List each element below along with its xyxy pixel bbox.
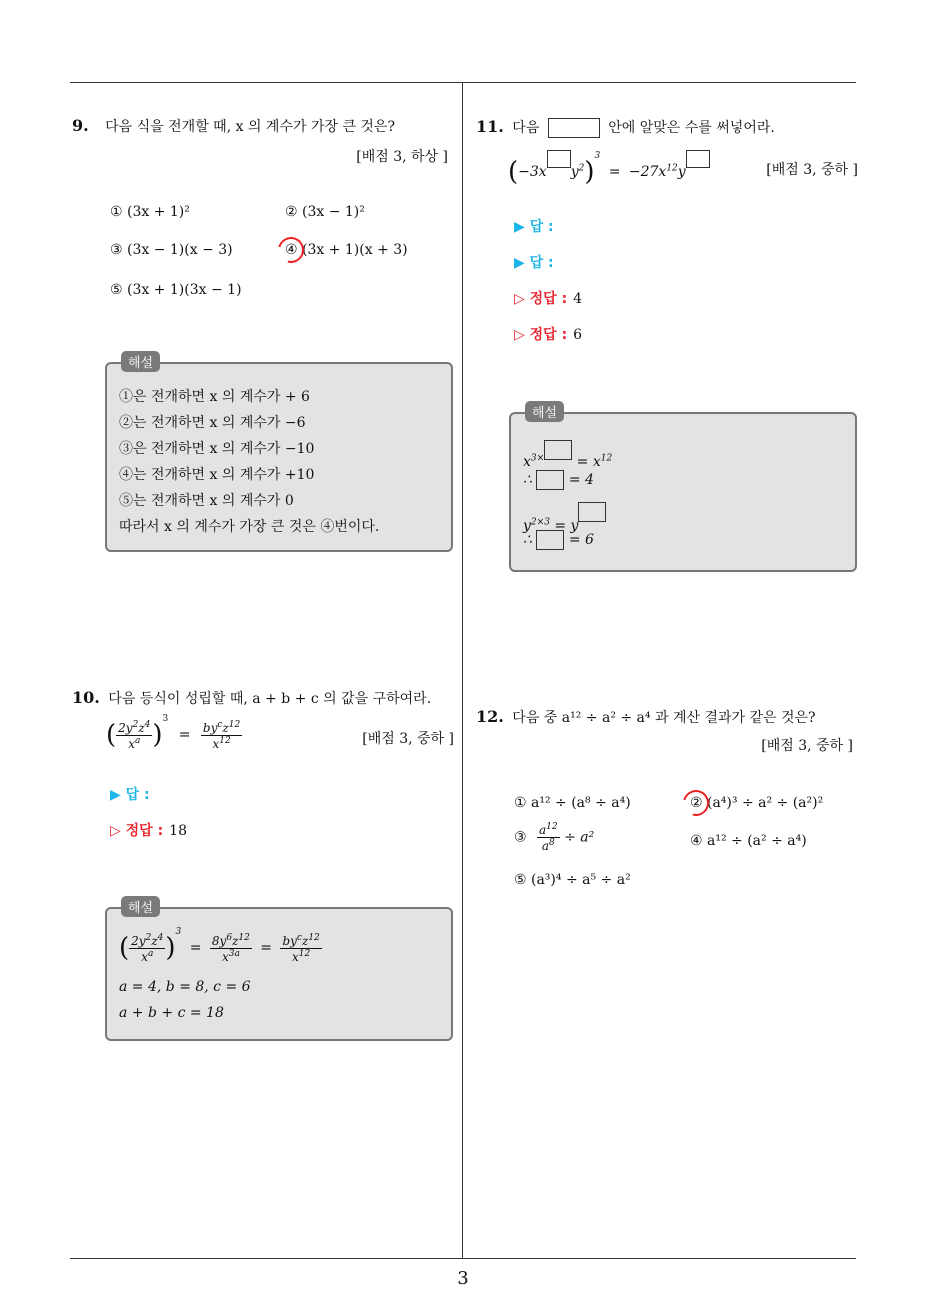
- q12-option-3-tail: ÷ a²: [564, 829, 595, 846]
- q12-text: 다음 중 a¹² ÷ a² ÷ a⁴ 과 계산 결과가 같은 것은?: [512, 710, 816, 726]
- q11-solution-line: $y^{2\times 3} = y$: [523, 502, 606, 534]
- q9-option-2[interactable]: ② (3x − 1)²: [285, 204, 365, 220]
- q9-solution-line: ③은 전개하면 x 의 계수가 −10: [119, 441, 315, 457]
- q11-correct-2: [514, 324, 582, 344]
- q9-solution-box: [105, 356, 453, 552]
- q10-answer-field[interactable]: ▶ 답 :: [110, 787, 150, 803]
- q10: [72, 688, 462, 708]
- q12-option-4[interactable]: ④ a¹² ÷ (a² ÷ a⁴): [690, 833, 807, 849]
- q11-correct-1: [514, 288, 582, 308]
- q12-number: 12.: [476, 707, 504, 726]
- q9-text: 다음 식을 전개할 때, x 의 계수가 가장 큰 것은?: [105, 119, 395, 135]
- q11-solution-box: [509, 406, 857, 572]
- q11-blank-box: [548, 118, 600, 138]
- q9-option-1[interactable]: ① (3x + 1)²: [110, 204, 190, 220]
- q11-solution-value-1: = 4: [568, 472, 594, 488]
- q10-correct-label: ▷ 정답 :: [110, 823, 164, 839]
- top-rule: [70, 82, 856, 83]
- q10-equation: ( $\frac{2y^2z^4}{x^a}$ )$^3$ = $\frac{by^cz^{12}}{x^{12}}$: [106, 714, 241, 751]
- q11-correct-label-1: ▷ 정답 :: [514, 291, 568, 307]
- q11-text-after: 안에 알맞은 수를 써넣어라.: [608, 120, 775, 136]
- q11-number: 11.: [476, 117, 504, 136]
- q10-solution-box: [105, 901, 453, 1041]
- q9-solution-line: ①은 전개하면 x 의 계수가 + 6: [119, 389, 310, 405]
- q11-text-before: 다음: [512, 120, 540, 136]
- q12-option-3[interactable]: ③ $\frac{a^{12}}{a^8}$ ÷ a²: [514, 822, 595, 853]
- q9-solution-line: ⑤는 전개하면 x 의 계수가 0: [119, 493, 294, 509]
- q12-option-3-label: ③: [514, 829, 527, 846]
- q11-score: [배점 3, 중하 ]: [766, 162, 858, 178]
- q10-correct: [110, 820, 187, 840]
- bottom-rule: [70, 1258, 856, 1259]
- q10-correct-value: 18: [169, 823, 187, 839]
- q9-solution-line: ④는 전개하면 x 의 계수가 +10: [119, 467, 315, 483]
- q9: [72, 116, 452, 136]
- q11-equation: (−3x $y^2)^3 = -27x^{12}y$: [508, 150, 710, 187]
- q9-solution-line: ②는 전개하면 x 의 계수가 −6: [119, 415, 306, 431]
- q10-number: 10.: [72, 688, 100, 707]
- q10-solution-line: a = 4, b = 8, c = 6: [119, 979, 251, 995]
- q11-solution-title: 해설: [525, 401, 564, 422]
- q11-solution-value-2: = 6: [568, 532, 594, 548]
- q11-answer-field-2[interactable]: ▶ 답 :: [514, 255, 554, 271]
- q10-solution-line: a + b + c = 18: [119, 1005, 224, 1021]
- q12-option-2[interactable]: ② (a⁴)³ ÷ a² ÷ (a²)²: [690, 795, 824, 811]
- q12: [476, 707, 816, 727]
- q10-score: [배점 3, 중하 ]: [362, 731, 454, 747]
- column-divider: [462, 83, 463, 1259]
- q11-solution-line: ∴ = 4: [523, 472, 594, 488]
- q11-answer-field-1[interactable]: ▶ 답 :: [514, 219, 554, 235]
- q11: [476, 117, 775, 138]
- q9-solution-title: 해설: [121, 351, 160, 372]
- q11-correct-value-1: 4: [573, 291, 583, 307]
- q9-option-3[interactable]: ③ (3x − 1)(x − 3): [110, 242, 233, 258]
- q10-text: 다음 등식이 성립할 때, a + b + c 의 값을 구하여라.: [108, 691, 432, 707]
- q12-score: [배점 3, 중하 ]: [761, 738, 853, 754]
- q11-correct-label-2: ▷ 정답 :: [514, 327, 568, 343]
- q12-option-5[interactable]: ⑤ (a³)⁴ ÷ a⁵ ÷ a²: [514, 872, 631, 888]
- q9-number: 9.: [72, 116, 89, 135]
- q9-option-5[interactable]: ⑤ (3x + 1)(3x − 1): [110, 282, 242, 298]
- q10-solution-title: 해설: [121, 896, 160, 917]
- page-number: 3: [457, 1268, 469, 1289]
- q12-answer-circle: [678, 785, 714, 821]
- q12-option-1[interactable]: ① a¹² ÷ (a⁸ ÷ a⁴): [514, 795, 631, 811]
- q11-correct-value-2: 6: [573, 327, 583, 343]
- q11-solution-line: $x^{3\times} = x^{12}$: [523, 440, 612, 470]
- q9-score: [배점 3, 하상 ]: [356, 149, 448, 165]
- q11-solution-line: ∴ = 6: [523, 532, 594, 548]
- q9-option-4[interactable]: ④ (3x + 1)(x + 3): [285, 242, 408, 258]
- q9-answer-circle: [273, 232, 309, 268]
- q9-solution-line: 따라서 x 의 계수가 가장 큰 것은 ④번이다.: [119, 519, 380, 535]
- q10-solution-line: ( $\frac{2y^2z^4}{x^a}$ )$^3$ = $\frac{8y^6z^{12}}{x^{3a}}$ = $\frac{by^cz^{12}}{x^{12}}$: [119, 927, 320, 964]
